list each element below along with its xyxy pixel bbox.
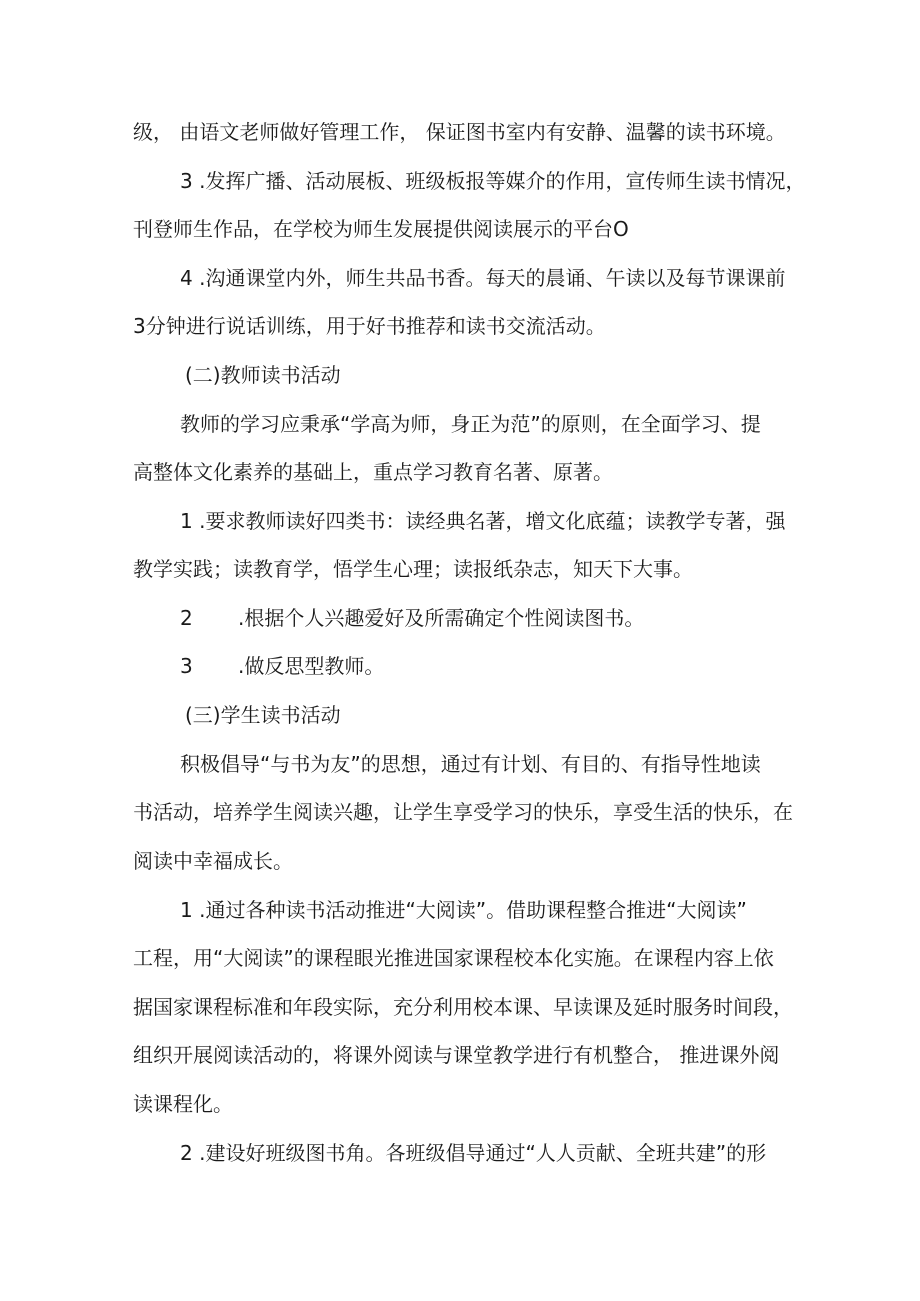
text-line: 1 .要求教师读好四类书：读经典名著，增文化底蕴；读教学专著，强 — [180, 509, 786, 533]
text-line: 工程，用“大阅读”的课程眼光推进国家课程校本化实施。在课程内容上依 — [133, 946, 774, 970]
text-line: 刊登师生作品，在学校为师生发展提供阅读展示的平台O — [133, 217, 629, 241]
list-number: 2 — [180, 606, 193, 630]
text-line: 积极倡导“与书为友”的思想，通过有计划、有目的、有指导性地读 — [180, 752, 761, 776]
text-line: 4 .沟通课堂内外，师生共品书香。每天的晨诵、午读以及每节课课前 — [180, 266, 786, 290]
text-line: 3分钟进行说话训练，用于好书推荐和读书交流活动。 — [133, 314, 606, 338]
text-line: 教学实践；读教育学，悟学生心理；读报纸杂志，知天下大事。 — [133, 557, 693, 581]
text-line: 阅读中幸福成长。 — [133, 849, 293, 873]
text-line: 书活动，培养学生阅读兴趣，让学生享受学习的快乐，享受生活的快乐，在 — [133, 800, 793, 824]
text-line: 据国家课程标准和年段实际，充分利用校本课、早读课及延时服务时间段， — [133, 995, 793, 1019]
text-line: 2 .建设好班级图书角。各班级倡导通过“人人贡献、全班共建”的形 — [180, 1141, 767, 1165]
section-heading: (三)学生读书活动 — [185, 703, 341, 727]
text-line: 高整体文化素养的基础上，重点学习教育名著、原著。 — [133, 460, 613, 484]
text-line: .做反思型教师。 — [238, 654, 385, 678]
text-line: 教师的学习应秉承“学高为师，身正为范”的原则，在全面学习、提 — [180, 412, 761, 436]
text-line: .根据个人兴趣爱好及所需确定个性阅读图书。 — [238, 606, 645, 630]
text-line: 1 .通过各种读书活动推进“大阅读”。借助课程整合推进“大阅读” — [180, 898, 747, 922]
text-line: 级， 由语文老师做好管理工作， 保证图书室内有安静、温馨的读书环境。 — [133, 120, 786, 144]
section-heading: (二)教师读书活动 — [185, 363, 341, 387]
text-line: 读课程化。 — [133, 1092, 233, 1116]
text-line: 3 .发挥广播、活动展板、班级板报等媒介的作用，宣传师生读书情况， — [180, 169, 806, 193]
text-line: 组织开展阅读活动的，将课外阅读与课堂教学进行有机整合， 推进课外阅 — [133, 1043, 780, 1067]
list-number: 3 — [180, 654, 193, 678]
